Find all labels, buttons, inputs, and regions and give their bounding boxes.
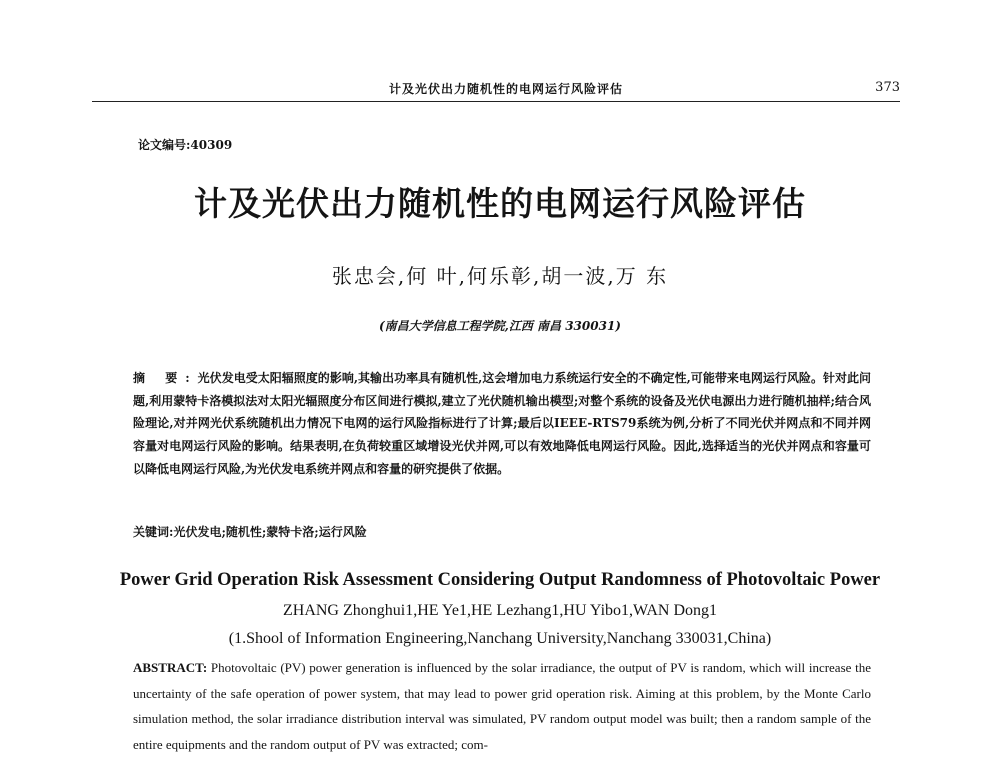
page-number: 373 [875,80,900,95]
english-abstract-text: Photovoltaic (PV) power generation is influenced by the solar irradiance, the output of PV is random, which will increase the uncertainty of the safe operation of power system, that may lead to power grid operation risk. Aiming at this problem, by the Monte Carlo simulation method, the solar irradiance distribution interval was simulated, PV random output model was built; then a random sample of the entire equipments and the random output of PV was extracted; com- [133,660,872,752]
chinese-abstract-label: 摘 要: [133,371,198,385]
chinese-keywords-label: 关键词: [133,525,174,539]
english-authors: ZHANG Zhonghui1,HE Ye1,HE Lezhang1,HU Yibo1,WAN Dong1 [282,602,718,619]
header-rule [92,101,900,102]
chinese-abstract [133,367,871,481]
english-abstract-label: ABSTRACT: [133,660,208,675]
chinese-affiliation: (南昌大学信息工程学院,江西 南昌 330031) [379,319,621,333]
english-affiliation: (1.Shool of Information Engineering,Nanchang University,Nanchang 330031,China) [228,630,772,647]
english-abstract [133,655,871,757]
chinese-abstract-text: 光伏发电受太阳辐照度的影响,其输出功率具有随机性,这会增加电力系统运行安全的不确定性,可能带来电网运行风险。针对此问题,利用蒙特卡洛模拟法对太阳光辐照度分布区间进行模拟,建立了光伏随机输出模型;对整个系统的设备及光伏电源出力进行随机抽样;结合风险理论,对并网光伏系统随机出力情况下电网的运行风险指标进行了计算;最后以IEEE-RTS79系统为例,分析了不同光伏并网点和不同并网容量对电网运行风险的影响。结果表明,在负荷较重区域增设光伏并网,可以有效地降低电网运行风险。因此,选择适当的光伏并网点和容量可以降低电网运行风险,为光伏发电系统并网点和容量的研究提供了依据。 [133,371,871,476]
chinese-keywords-text: 光伏发电;随机性;蒙特卡洛;运行风险 [173,525,367,539]
english-title: Power Grid Operation Risk Assessment Considering Output Randomness of Photovoltaic Power [119,570,881,590]
chinese-authors: 张忠会,何 叶,何乐彰,胡一波,万 东 [331,264,669,288]
chinese-title: 计及光伏出力随机性的电网运行风险评估 [194,184,806,223]
running-title: 计及光伏出力随机性的电网运行风险评估 [388,82,623,96]
paper-id: 论文编号:40309 [138,138,233,152]
chinese-keywords [133,523,871,540]
